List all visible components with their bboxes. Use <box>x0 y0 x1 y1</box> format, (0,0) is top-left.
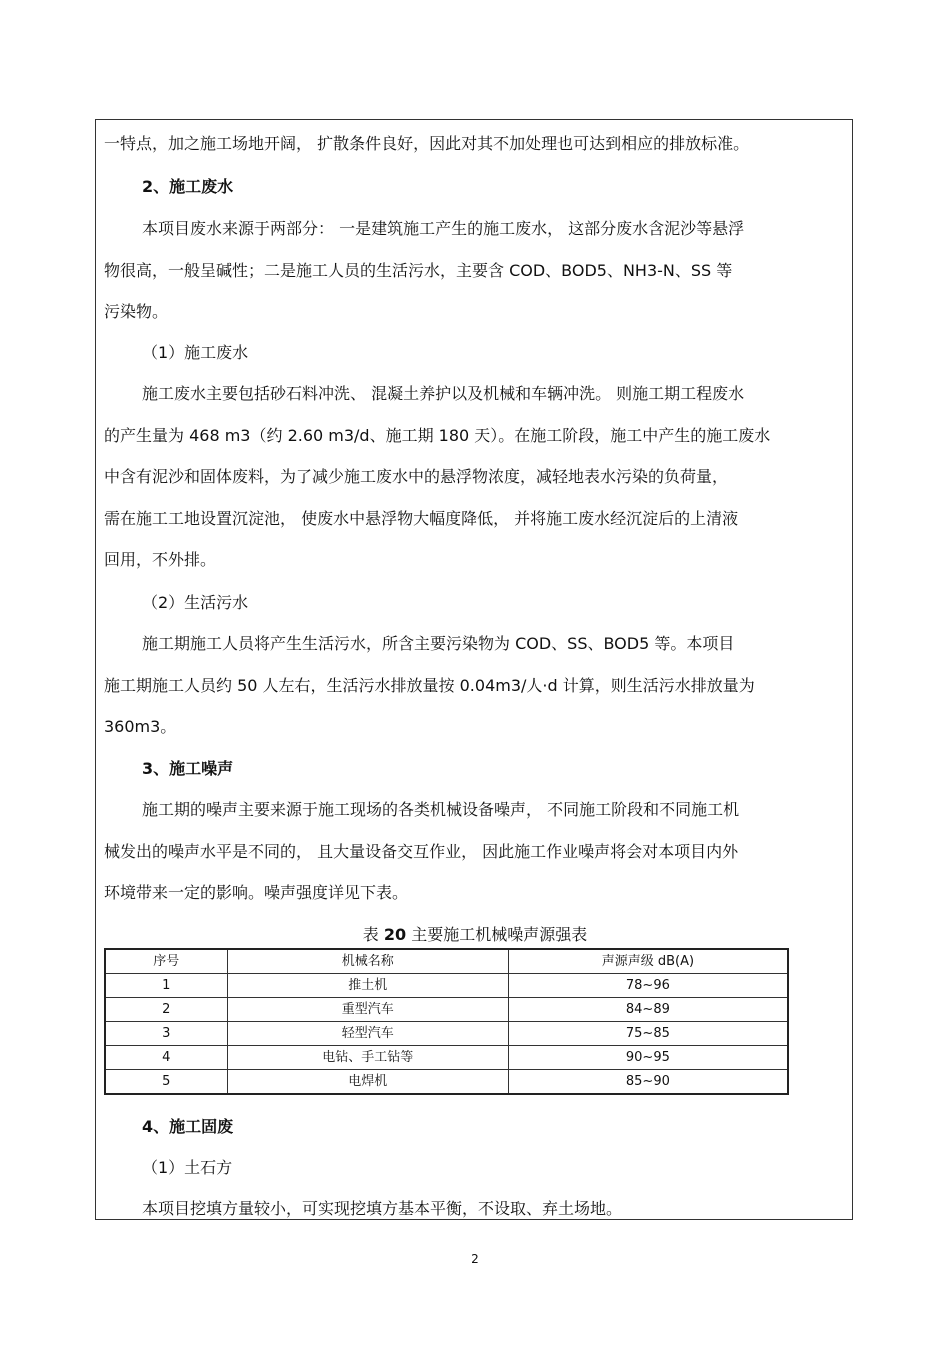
paragraph-noise-line1: 施工期的噪声主要来源于施工现场的各类机械设备噪声， 不同施工阶段和不同施工机 <box>142 800 740 819</box>
paragraph-earthwork: 本项目挖填方量较小，可实现挖填方基本平衡，不设取、弃土场地。 <box>142 1199 623 1218</box>
heading-solid-waste: 4、施工固废 <box>142 1117 234 1136</box>
cell-sound-level: 84~89 <box>508 998 788 1022</box>
paragraph-construction-wastewater-line4: 需在施工工地设置沉淀池， 使废水中悬浮物大幅度降低， 并将施工废水经沉淀后的上清液 <box>104 509 739 528</box>
table-row <box>105 1046 788 1070</box>
subheading-earthwork: （1）土石方 <box>142 1158 233 1177</box>
cell-index: 5 <box>105 1070 227 1095</box>
cell-machine-name: 电焊机 <box>227 1070 508 1095</box>
cell-machine-name: 电钻、手工钻等 <box>227 1046 508 1070</box>
cell-machine-name: 轻型汽车 <box>227 1022 508 1046</box>
paragraph-noise-line3: 环境带来一定的影响。噪声强度详见下表。 <box>104 883 409 902</box>
paragraph-wastewater-sources-line3: 污染物。 <box>104 302 169 321</box>
cell-index: 2 <box>105 998 227 1022</box>
subheading-construction-wastewater: （1）施工废水 <box>142 343 249 362</box>
table-row <box>105 998 788 1022</box>
paragraph-construction-wastewater-line5: 回用，不外排。 <box>104 550 217 569</box>
subheading-domestic-sewage: （2）生活污水 <box>142 593 249 612</box>
table-caption-text: 主要施工机械噪声源强表 <box>406 925 588 944</box>
paragraph-domestic-sewage-line1: 施工期施工人员将产生生活污水，所含主要污染物为 COD、SS、BOD5 等。本项目 <box>142 634 735 653</box>
page-number: 2 <box>471 1252 479 1266</box>
table-row <box>105 1022 788 1046</box>
table-caption-number: 20 <box>383 925 407 944</box>
paragraph-domestic-sewage-line3: 360m3。 <box>104 717 177 736</box>
cell-sound-level: 78~96 <box>508 974 788 998</box>
paragraph-domestic-sewage-line2: 施工期施工人员约 50 人左右，生活污水排放量按 0.04m3/人·d 计算，则生活污水排放量为 <box>104 676 755 695</box>
cell-sound-level: 75~85 <box>508 1022 788 1046</box>
header-sound-level: 声源声级 dB(A) <box>508 949 788 974</box>
cell-machine-name: 推土机 <box>227 974 508 998</box>
cell-machine-name: 重型汽车 <box>227 998 508 1022</box>
cell-index: 4 <box>105 1046 227 1070</box>
paragraph-air-end: 一特点，加之施工场地开阔， 扩散条件良好，因此对其不加处理也可达到相应的排放标准。 <box>104 134 750 153</box>
paragraph-wastewater-sources-line2: 物很高，一般呈碱性；二是施工人员的生活污水，主要含 COD、BOD5、NH3-N、SS 等 <box>104 261 733 280</box>
header-index: 序号 <box>105 949 227 974</box>
cell-index: 3 <box>105 1022 227 1046</box>
paragraph-wastewater-sources-line1: 本项目废水来源于两部分： 一是建筑施工产生的施工废水， 这部分废水含泥沙等悬浮 <box>142 219 745 238</box>
noise-source-table <box>104 948 789 1095</box>
heading-construction-noise: 3、施工噪声 <box>142 759 234 778</box>
table-row <box>105 974 788 998</box>
table-caption <box>0 924 950 946</box>
table-header-row <box>105 949 788 974</box>
table-caption-prefix: 表 <box>362 925 384 944</box>
table-row <box>105 1070 788 1095</box>
paragraph-noise-line2: 械发出的噪声水平是不同的， 且大量设备交互作业， 因此施工作业噪声将会对本项目内外 <box>104 842 739 861</box>
cell-sound-level: 85~90 <box>508 1070 788 1095</box>
paragraph-construction-wastewater-line3: 中含有泥沙和固体废料，为了减少施工废水中的悬浮物浓度，减轻地表水污染的负荷量， <box>104 467 729 486</box>
paragraph-construction-wastewater-line1: 施工废水主要包括砂石料冲洗、 混凝土养护以及机械和车辆冲洗。 则施工期工程废水 <box>142 384 745 403</box>
paragraph-construction-wastewater-line2: 的产生量为 468 m3（约 2.60 m3/d、施工期 180 天）。在施工阶段，施工中产生的施工废水 <box>104 426 771 445</box>
cell-sound-level: 90~95 <box>508 1046 788 1070</box>
heading-construction-wastewater: 2、施工废水 <box>142 177 234 196</box>
header-machine-name: 机械名称 <box>227 949 508 974</box>
cell-index: 1 <box>105 974 227 998</box>
